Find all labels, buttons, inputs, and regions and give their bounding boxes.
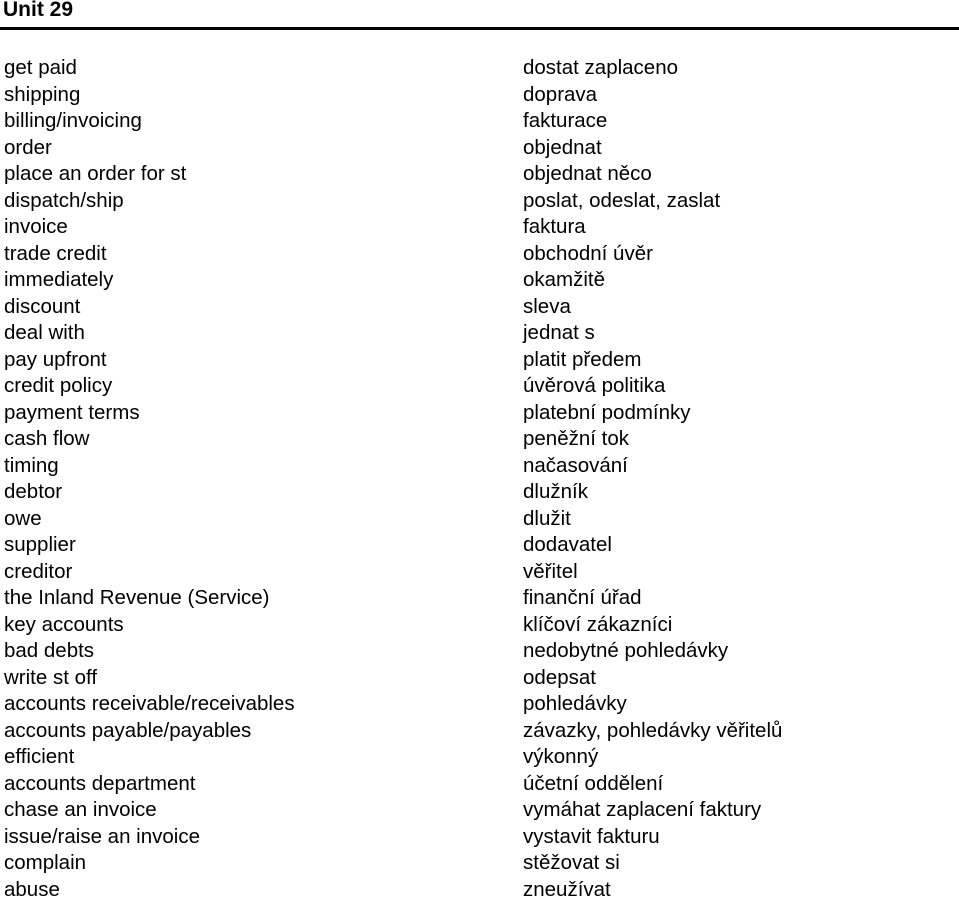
english-term: trade credit <box>4 241 107 268</box>
english-term: efficient <box>4 744 74 771</box>
page-title: Unit 29 <box>3 0 73 23</box>
czech-translation: fakturace <box>523 108 607 135</box>
czech-translation: věřitel <box>523 559 578 586</box>
english-term: creditor <box>4 559 72 586</box>
english-term: get paid <box>4 55 77 82</box>
vocabulary-row <box>0 585 959 612</box>
english-term: dispatch/ship <box>4 188 124 215</box>
vocabulary-row <box>0 82 959 109</box>
czech-translation: závazky, pohledávky věřitelů <box>523 718 782 745</box>
english-term: timing <box>4 453 59 480</box>
czech-translation: finanční úřad <box>523 585 642 612</box>
vocabulary-row <box>0 373 959 400</box>
vocabulary-row <box>0 665 959 692</box>
vocabulary-row <box>0 532 959 559</box>
vocabulary-row <box>0 824 959 851</box>
english-term: pay upfront <box>4 347 107 374</box>
czech-translation: objednat <box>523 135 602 162</box>
english-term: supplier <box>4 532 76 559</box>
czech-translation: načasování <box>523 453 628 480</box>
czech-translation: dlužník <box>523 479 588 506</box>
vocabulary-list <box>0 55 959 903</box>
vocabulary-row <box>0 797 959 824</box>
czech-translation: stěžovat si <box>523 850 620 877</box>
vocabulary-row <box>0 453 959 480</box>
vocabulary-row <box>0 426 959 453</box>
czech-translation: dodavatel <box>523 532 612 559</box>
czech-translation: klíčoví zákazníci <box>523 612 672 639</box>
english-term: payment terms <box>4 400 140 427</box>
english-term: discount <box>4 294 80 321</box>
english-term: accounts department <box>4 771 195 798</box>
vocabulary-row <box>0 744 959 771</box>
english-term: debtor <box>4 479 62 506</box>
english-term: order <box>4 135 52 162</box>
english-term: billing/invoicing <box>4 108 142 135</box>
english-term: complain <box>4 850 86 877</box>
czech-translation: objednat něco <box>523 161 652 188</box>
english-term: owe <box>4 506 42 533</box>
czech-translation: obchodní úvěr <box>523 241 653 268</box>
vocabulary-row <box>0 135 959 162</box>
vocabulary-row <box>0 691 959 718</box>
czech-translation: poslat, odeslat, zaslat <box>523 188 720 215</box>
vocabulary-row <box>0 718 959 745</box>
vocabulary-row <box>0 188 959 215</box>
vocabulary-row <box>0 320 959 347</box>
czech-translation: dostat zaplaceno <box>523 55 678 82</box>
czech-translation: faktura <box>523 214 586 241</box>
vocabulary-row <box>0 506 959 533</box>
czech-translation: doprava <box>523 82 597 109</box>
czech-translation: jednat s <box>523 320 595 347</box>
vocabulary-row <box>0 559 959 586</box>
czech-translation: platit předem <box>523 347 642 374</box>
english-term: write st off <box>4 665 97 692</box>
english-term: chase an invoice <box>4 797 157 824</box>
czech-translation: účetní oddělení <box>523 771 663 798</box>
english-term: issue/raise an invoice <box>4 824 200 851</box>
english-term: immediately <box>4 267 113 294</box>
czech-translation: okamžitě <box>523 267 605 294</box>
czech-translation: vymáhat zaplacení faktury <box>523 797 761 824</box>
czech-translation: úvěrová politika <box>523 373 665 400</box>
english-term: the Inland Revenue (Service) <box>4 585 270 612</box>
czech-translation: sleva <box>523 294 571 321</box>
vocabulary-row <box>0 850 959 877</box>
english-term: shipping <box>4 82 80 109</box>
english-term: abuse <box>4 877 60 903</box>
english-term: deal with <box>4 320 85 347</box>
vocabulary-row <box>0 108 959 135</box>
vocabulary-row <box>0 638 959 665</box>
page-header <box>0 0 959 30</box>
vocabulary-row <box>0 771 959 798</box>
czech-translation: výkonný <box>523 744 598 771</box>
czech-translation: odepsat <box>523 665 596 692</box>
english-term: cash flow <box>4 426 89 453</box>
english-term: accounts receivable/receivables <box>4 691 295 718</box>
english-term: invoice <box>4 214 68 241</box>
vocabulary-row <box>0 55 959 82</box>
english-term: key accounts <box>4 612 124 639</box>
czech-translation: peněžní tok <box>523 426 629 453</box>
czech-translation: vystavit fakturu <box>523 824 660 851</box>
english-term: place an order for st <box>4 161 186 188</box>
english-term: accounts payable/payables <box>4 718 251 745</box>
vocabulary-row <box>0 241 959 268</box>
vocabulary-row <box>0 267 959 294</box>
vocabulary-row <box>0 612 959 639</box>
english-term: credit policy <box>4 373 112 400</box>
czech-translation: zneužívat <box>523 877 611 903</box>
vocabulary-row <box>0 479 959 506</box>
vocabulary-row <box>0 161 959 188</box>
vocabulary-row <box>0 347 959 374</box>
english-term: bad debts <box>4 638 94 665</box>
czech-translation: platební podmínky <box>523 400 691 427</box>
czech-translation: pohledávky <box>523 691 627 718</box>
vocabulary-row <box>0 294 959 321</box>
czech-translation: nedobytné pohledávky <box>523 638 728 665</box>
czech-translation: dlužit <box>523 506 571 533</box>
vocabulary-row <box>0 400 959 427</box>
vocabulary-row <box>0 877 959 903</box>
vocabulary-row <box>0 214 959 241</box>
